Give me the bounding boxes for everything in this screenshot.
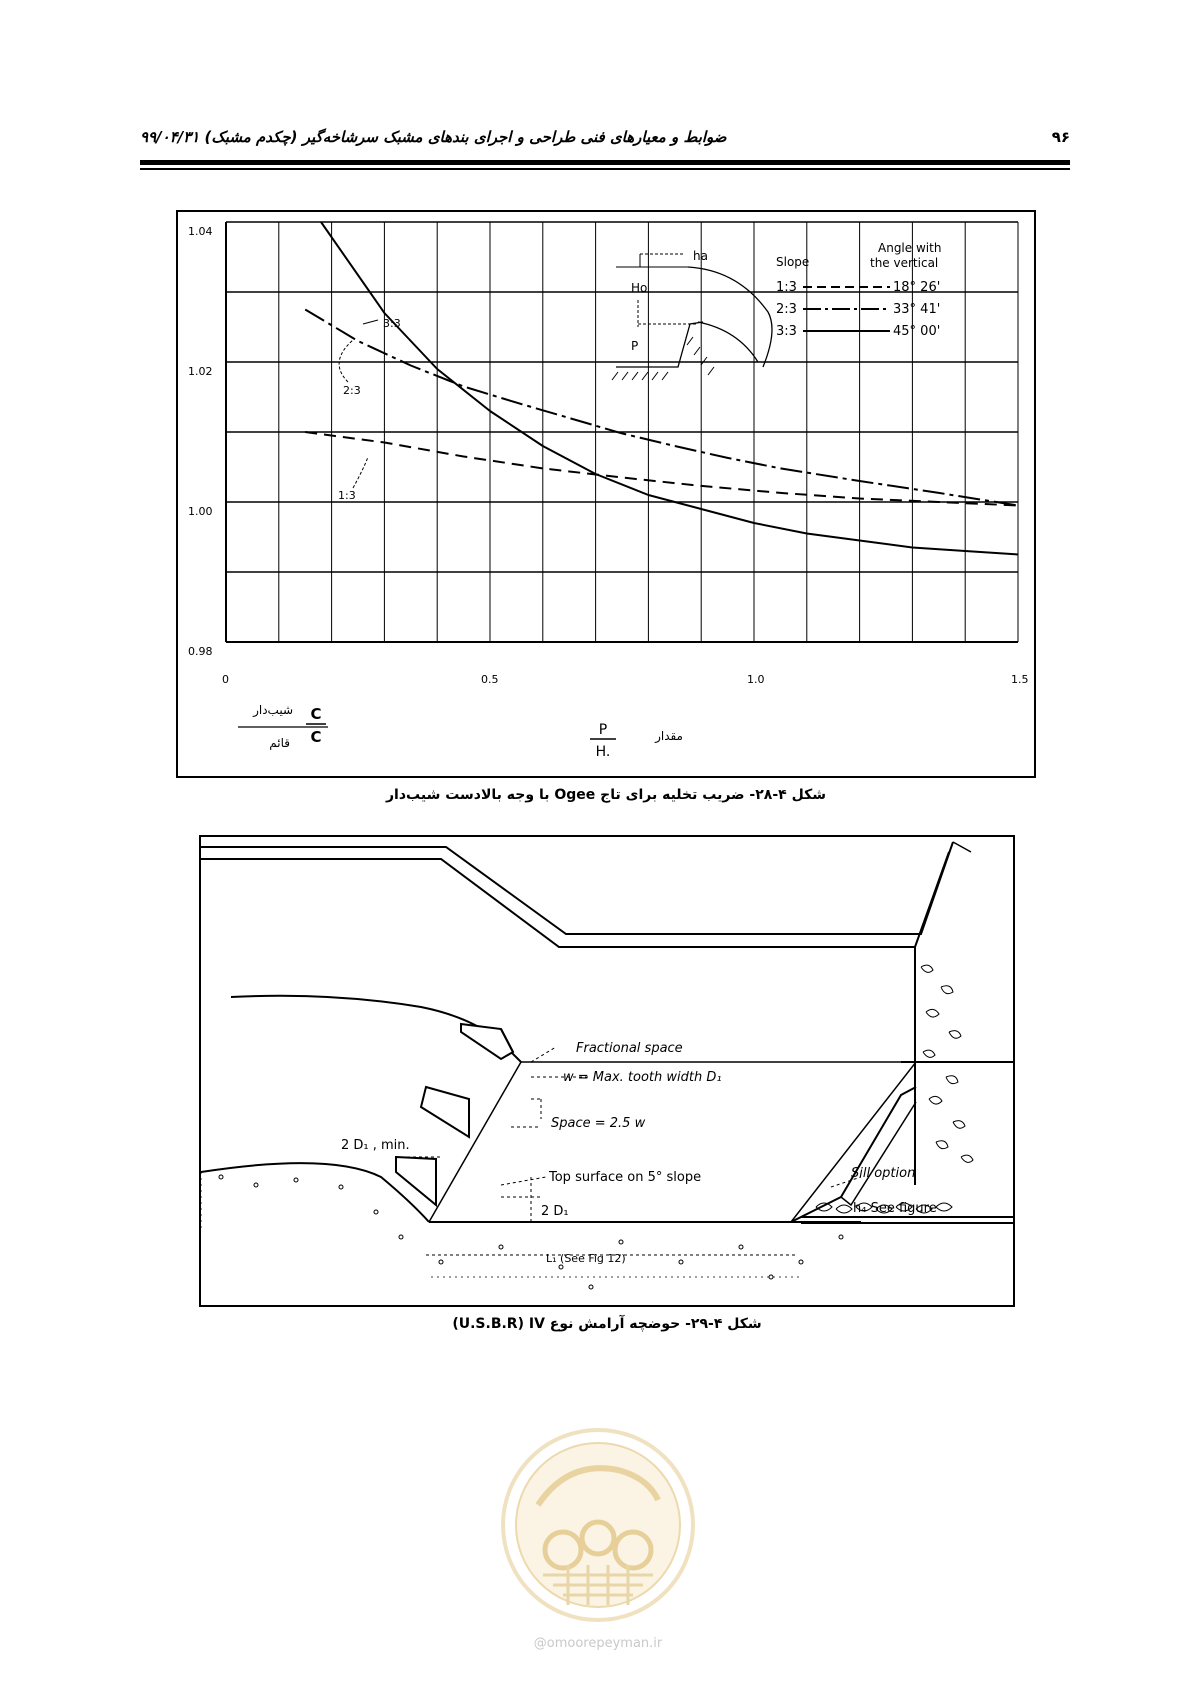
x-tick-label: 0	[222, 673, 229, 686]
inset-sketch	[612, 249, 772, 380]
x-tick-label: 0.5	[481, 673, 499, 686]
label-max-tooth-width: w = Max. tooth width D₁	[563, 1070, 722, 1085]
label-2d1: 2 D₁	[541, 1204, 569, 1219]
x-axis-label	[590, 722, 683, 760]
page-number: ۹۶	[1051, 128, 1070, 146]
label-2d1-min: 2 D₁ , min.	[341, 1138, 410, 1153]
legend-header-angle: Angle with	[878, 241, 942, 255]
inset-label-ho: Ho	[631, 281, 648, 295]
y-tick-label: 1.04	[188, 225, 213, 238]
legend-angle-1-3: 18° 26'	[893, 280, 941, 295]
legend-slope-2-3: 2:3	[776, 302, 797, 317]
figure-stilling-basin	[199, 835, 1015, 1307]
header-rule-thin	[140, 168, 1070, 170]
gravel-pattern	[219, 1175, 843, 1289]
y-label-num: C	[310, 705, 322, 723]
y-label-fa-top: شیب‌دار	[253, 703, 293, 717]
chart-legend	[776, 241, 941, 339]
figure2-caption: شکل ۴-۲۹- حوضچه آرامش نوع U.S.B.R) IV)	[452, 1316, 762, 1332]
label-fractional-space: Fractional space	[576, 1041, 683, 1056]
label-top-surface: Top surface on 5° slope	[549, 1170, 702, 1185]
label-space: Space = 2.5 w	[551, 1116, 646, 1131]
basin-svg	[201, 837, 1013, 1305]
chart-series	[305, 222, 1018, 555]
header-rule-thick	[140, 160, 1070, 165]
label-sill-option: Sill option	[851, 1166, 916, 1181]
x-label-num: P	[598, 722, 608, 738]
label-h4: h₄ See figure	[853, 1201, 937, 1216]
x-label-fa: مقدار	[655, 729, 683, 743]
x-tick-label: 1.5	[1011, 673, 1029, 686]
page-header	[140, 128, 1070, 152]
y-tick-label: 0.98	[188, 645, 213, 658]
label-l1: L₁ (See Fig 12)	[546, 1252, 626, 1265]
inset-label-p: P	[631, 339, 639, 353]
inset-label-ha: ha	[693, 249, 708, 263]
chart-svg	[178, 212, 1034, 776]
figure1-caption: شکل ۴-۲۸- ضریب تخلیه برای تاج Ogee با وجه بالادست شیب‌دار	[386, 787, 826, 803]
watermark-logo	[498, 1420, 698, 1630]
y-label-den: C	[310, 728, 322, 746]
series-line-3-3	[321, 222, 1018, 555]
y-axis-label	[238, 703, 328, 750]
y-label-fa-bottom: قائم	[269, 736, 290, 750]
curve-label-3-3: 3:3	[383, 317, 401, 330]
legend-angle-2-3: 33° 41'	[893, 302, 941, 317]
legend-header-angle: the vertical	[870, 256, 939, 270]
legend-slope-1-3: 1:3	[776, 280, 797, 295]
legend-angle-3-3: 45° 00'	[893, 324, 941, 339]
legend-header-slope: Slope	[776, 255, 810, 269]
curve-label-1-3: 1:3	[338, 489, 356, 502]
figure-discharge-coefficient	[176, 210, 1036, 778]
series-line-1-3	[305, 432, 1018, 506]
legend-slope-3-3: 3:3	[776, 324, 797, 339]
curve-label-2-3: 2:3	[343, 384, 361, 397]
x-label-den: H.	[595, 744, 611, 760]
header-title: ضوابط و معیارهای فنی طراحی و اجرای بندهای مشبک سرشاخه‌گیر (چکدم مشبک) ۹۹/۰۴/۳۱	[140, 128, 727, 146]
x-tick-label: 1.0	[747, 673, 765, 686]
watermark-url: @omoorepeyman.ir	[533, 1636, 663, 1651]
y-tick-label: 1.00	[188, 505, 213, 518]
y-tick-label: 1.02	[188, 365, 213, 378]
